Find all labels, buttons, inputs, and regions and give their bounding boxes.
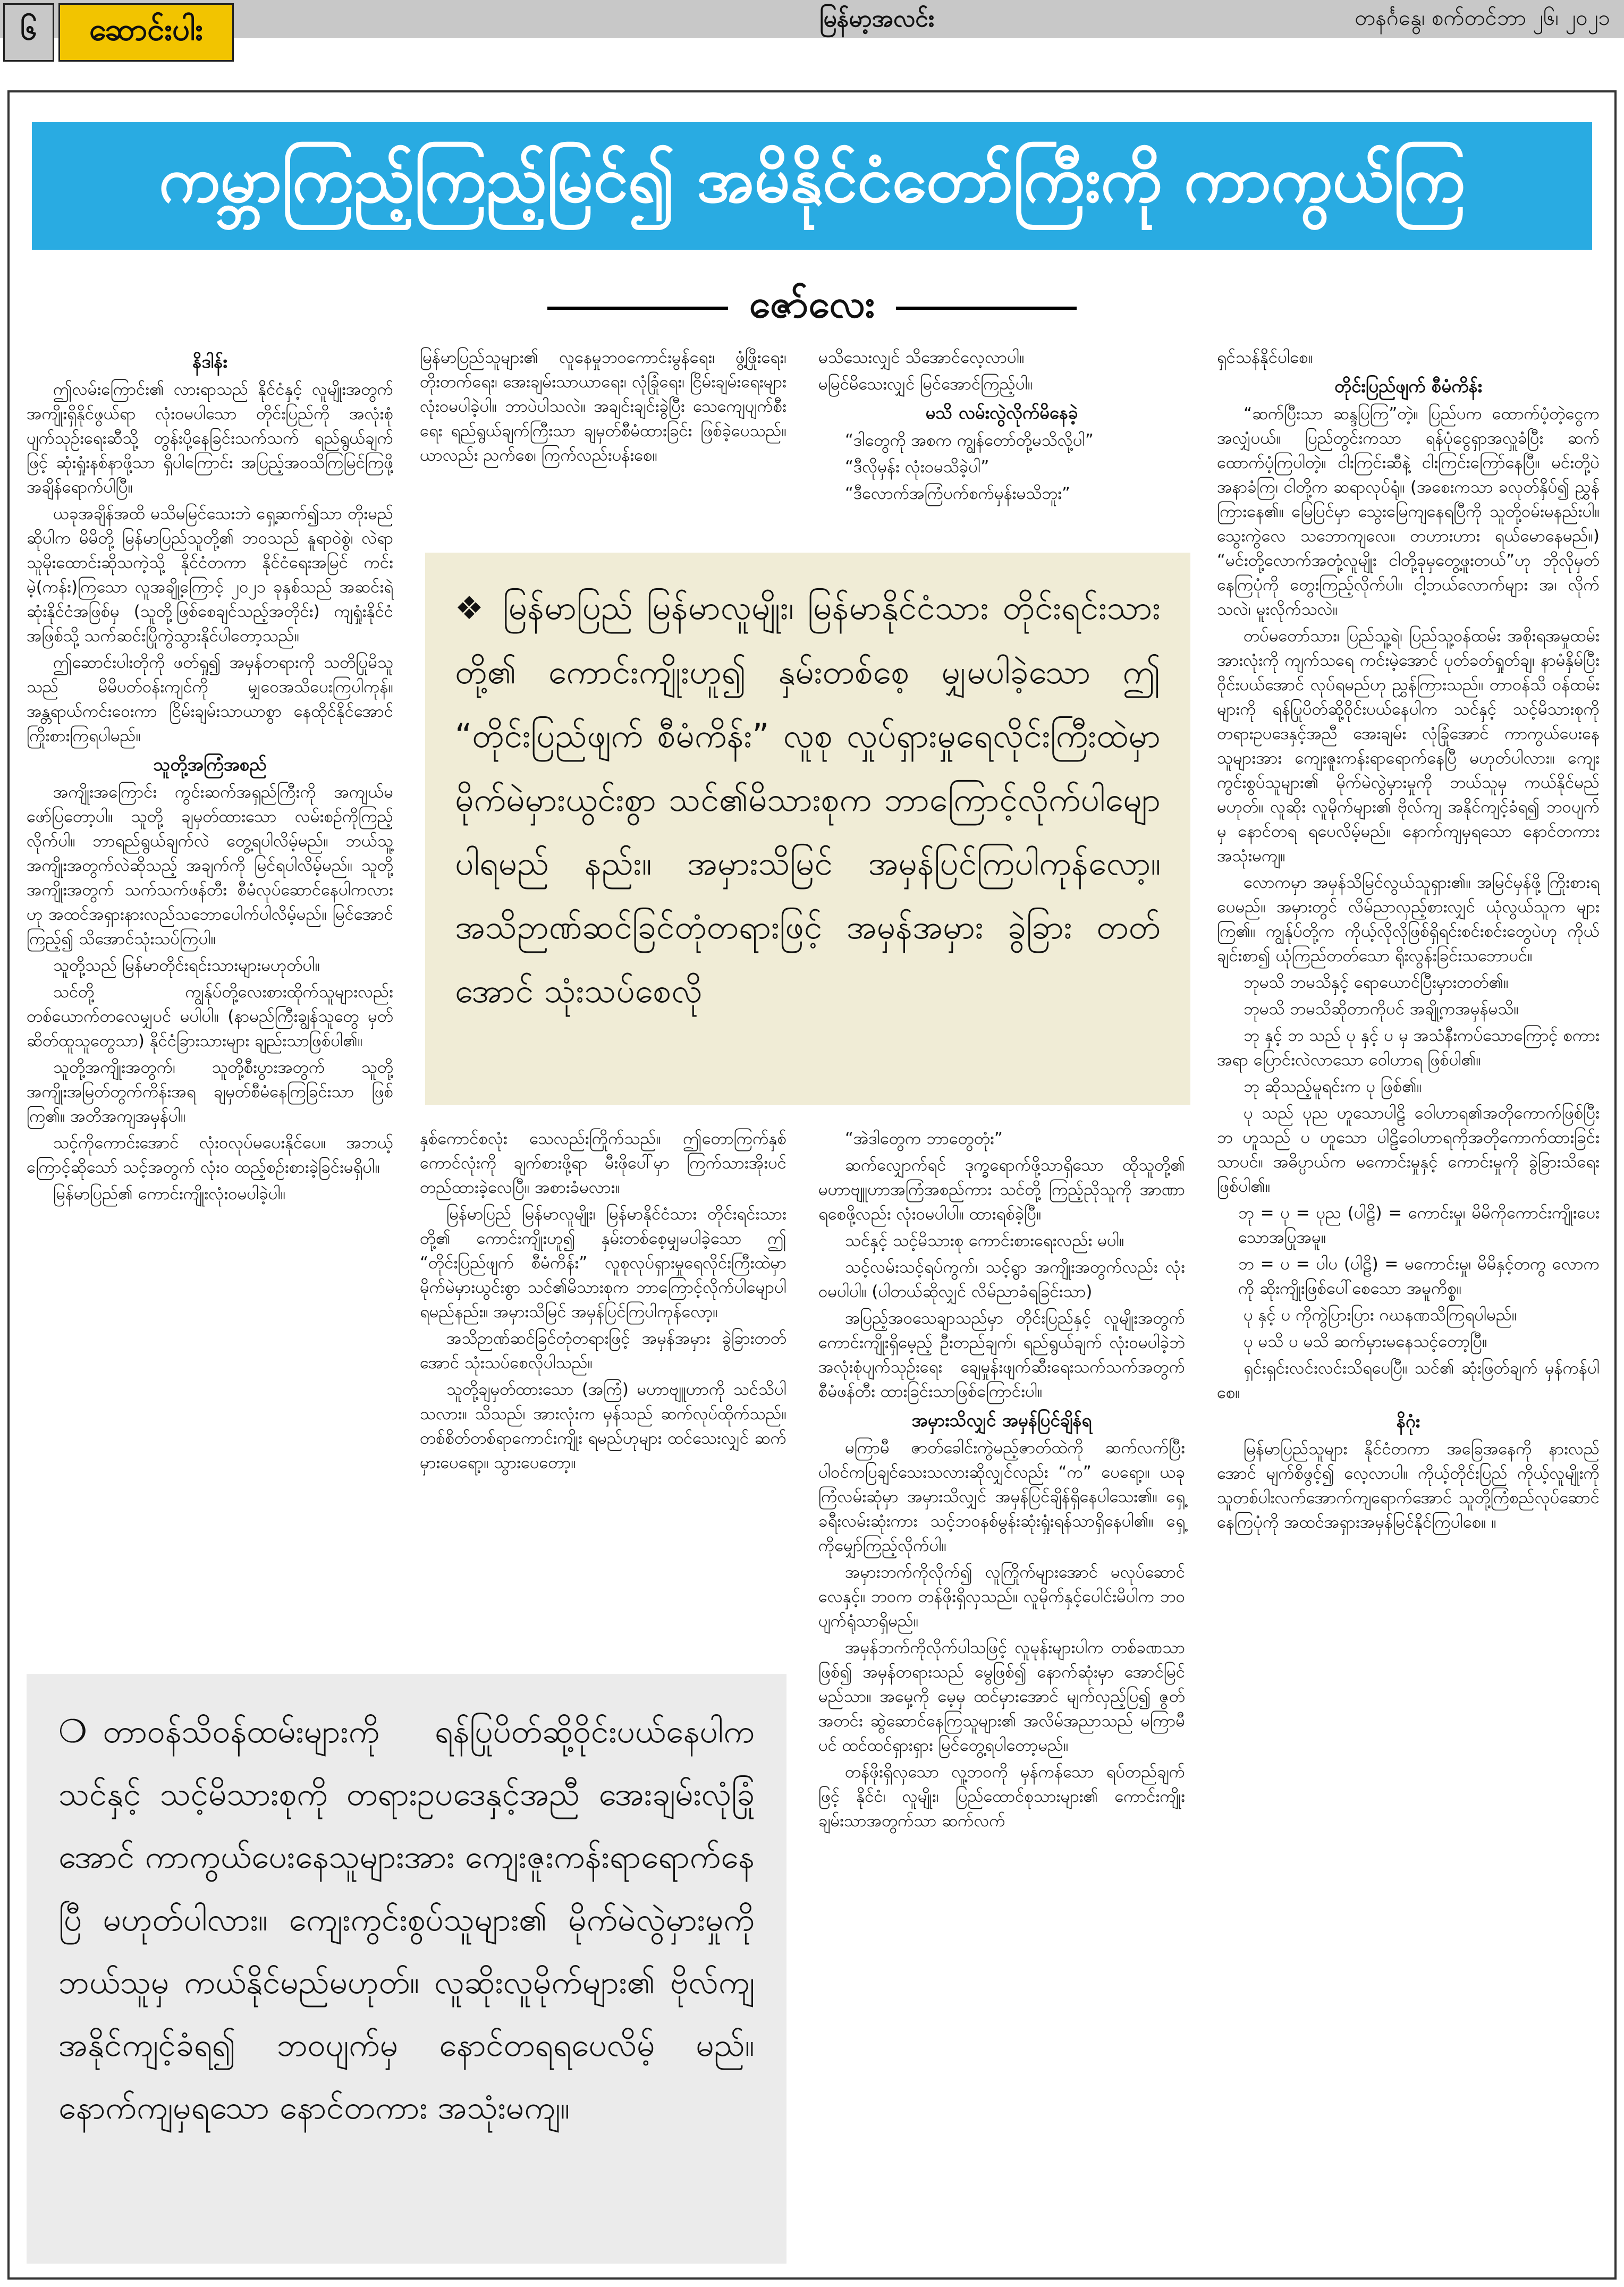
pull-quote-1 [425, 553, 1190, 1105]
paragraph: ပု သည် ပုည ဟူသောပါဠိ ဝေါဟာရ၏အတိုကောက်ဖြစ်ပြီး ဘ ဟူသည် ပ ဟူသော ပါဠိဝေါဟာရကိုအတိုကောက်ထားခြင်းသာပင်။ အဓိပ္ပာယ်က မကောင်းမှုနှင့် ကောင်းမှုကို ခွဲခြားသိရေး ဖြစ်ပါ၏။ [1217, 1104, 1600, 1196]
subheading: နိဒါန်း [192, 351, 227, 372]
headline: ကမ္ဘာကြည့်ကြည့်မြင်၍ အမိနိုင်ငံတော်ကြီးကို ကာကွယ်ကြ [32, 122, 1592, 250]
paragraph: ပု မသိ ပ မသိ ဆက်မှားမနေသင့်တော့ပြီ။ [1244, 1332, 1487, 1351]
paragraph: မကြာမီ ဇာတ်ခေါင်းကွဲမည့်ဇာတ်ထဲကို ဆက်လက်ပြီး ပါဝင်ကပြချင်သေးသလားဆိုလျှင်လည်း “က” ပေရော့။ ယခုကြံလမ်းဆုံမှာ အမှားသိလျှင် အမှန်ပြင်ချိန်ရှိနေပါသေး၏။ ရှေ့ခရီးလမ်းဆုံးကား သင့်ဘဝနစ်မွန်းဆုံးရှုံးရန်သာရှိနေပါ၏။ ရှေ့ကိုမျှော်ကြည့်လိုက်ပါ။ [818, 1438, 1185, 1555]
paragraph: မသိသေးလျှင် သိအောင်လေ့လာပါ။ [818, 348, 1025, 367]
paragraph: ဘု နှင့် ဘ သည် ပု နှင့် ပ မှ အသံနီးကပ်သောကြောင့် စကားအရာ ပြောင်းလဲလာသော ဝေါဟာရ ဖြစ်ပါ၏။ [1217, 1026, 1600, 1070]
paragraph: “ဒါတွေကို အစက ကျွန်တော်တို့မသိလို့ပါ” [845, 431, 1094, 450]
paragraph: သူတို့ချမှတ်ထားသော (အကြံ) မဟာဗျူဟာကို သင်သိပါသလား။ သိသည်၊ အားလုံးက မှန်သည် ဆက်လုပ်ထိုက်သည်။ တစ်စိတ်တစ်ရာကောင်းကျိုး ရမည်ဟုများ ထင်သေးလျှင် ဆက်မှားပေရော့။ သွားပေတော့။ [420, 1380, 786, 1472]
section-label: ဆောင်းပါး [58, 3, 234, 62]
paragraph: “ဆက်ပြီးသာ ဆန္ဒပြကြ”တဲ့။ ပြည်ပက ထောက်ပံ့တဲ့ငွေက အလျှံပယ်။ ပြည်တွင်းကသာ ရန်ပုံငွေရှာအလှူခံပြီး ဆက်ထောက်ပံ့ကြပါတဲ့။ ငါးကြင်းဆီနဲ့ ငါးကြင်းကြော်နေပြီ။ မင်းတို့ပဲ အနာခံကြ၊ ငါတို့က ဆရာလုပ်ရုံ။ (အစေးကသာ ခလုတ်နှိပ်၍ ညွှန်ကြားနေ၏။ မြေပြင်မှာ သွေးမြေကျနေရပြီကို သူတို့ဝမ်းမနည်းပါ။ သွေးကွဲလေ သဘောကျလေ။ တဟားဟား ရယ်မောနေမည်။) “မင်းတို့လောက်အတုံ့လူမျိုး ငါတို့ခုမှတွေ့ဖူးတယ်”ဟု ဘိုလိုမှတ်နေကြပုံကို တွေးကြည့်လိုက်ပါ။ ငါ့ဘယ်လောက်များ အ၊ လိုက်သလဲ၊ မူးလိုက်သလဲ။ [1217, 404, 1600, 619]
paragraph: သူတို့အကျိုးအတွက်၊ သူတို့စီးပွားအတွက် သူတို့အကျိုးအမြတ်တွက်ကိန်းအရ ချမှတ်စီမံနေကြခြင်းသာ ဖြစ်ကြ၏။ အတိအကျအမှန်ပါ။ [27, 1058, 393, 1126]
byline [500, 282, 1124, 335]
diamond-bullet-icon: ❖ [455, 590, 487, 627]
paragraph: မြန်မာပြည်သူများ၏ လူနေမှုဘဝကောင်းမွန်ရေး၊ ဖွံ့ဖြိုးရေး၊ တိုးတက်ရေး၊ အေးချမ်းသာယာရေး၊ လုံခြုံရေး၊ ငြိမ်းချမ်းရေးများလုံးဝမပါခဲ့ပါ။ ဘာပဲပါသလဲ။ အချင်းချင်းခွဲပြီး သေကျေပျက်စီးရေး ရည်ရွယ်ချက်ကြီးသာ ချမှတ်စီမံထားခြင်း ဖြစ်ခဲ့ပေသည်။ ယာလည်း ညက်စေ၊ ကြက်လည်းပန်းစေ။ [420, 348, 786, 465]
column-3-bottom [818, 1126, 1185, 2258]
paragraph: အမှားဘက်ကိုလိုက်၍ လူကြိုက်များအောင် မလုပ်ဆောင်လေနှင့်။ ဘဝက တန်ဖိုးရှိလှသည်။ လူမိုက်နှင့်ပေါင်းမိပါက ဘဝပျက်ရုံသာရှိမည်။ [818, 1563, 1185, 1631]
page-number: ၆ [3, 3, 54, 62]
byline-rule-left [547, 306, 728, 311]
paragraph: ဘုမသိ ဘမသိဆိုတာကိုပင် အချို့ကအမှန်မသိ။ [1244, 999, 1519, 1019]
paragraph: ဆက်လျှောက်ရင် ဒုက္ခရောက်ဖို့သာရှိသော ထိုသူတို့၏ မဟာဗျူဟာအကြံအစည်ကား သင်တို့ ကြည့်ညိုသူကို အာဏာရစေဖို့လည်း လုံးဝမပါပါ။ ထားရစ်ခဲ့ပြီ။ [818, 1156, 1185, 1224]
paragraph: အကျိုးအကြောင်း ကွင်းဆက်အရှည်ကြီးကို အကျယ်မဖော်ပြတော့ပါ။ သူတို့ ချမှတ်ထားသော လမ်းစဉ်ကိုကြည့်လိုက်ပါ။ ဘာရည်ရွယ်ချက်လဲ တွေ့ရပါလိမ့်မည်။ ဘယ်သူ့အကျိုးအတွက်လဲဆိုသည့် အချက်ကို မြင်ရပါလိမ့်မည်။ သူတို့အကျိုးအတွက် သက်သက်ဖန်တီး စီမံလုပ်ဆောင်နေပါကလားဟု အထင်အရှားနားလည်သဘောပေါက်ပါလိမ့်မည်။ မြင်အောင်ကြည့်၍ သိအောင်သုံးသပ်ကြပါ။ [27, 783, 393, 948]
paragraph: သင့်ကိုကောင်းအောင် လုံးဝလုပ်မပေးနိုင်ပေ။ အဘယ့်ကြောင့်ဆိုသော် သင့်အတွက် လုံးဝ ထည့်စဉ်းစားခဲ့ခြင်းမရှိပါ။ [27, 1133, 393, 1177]
paragraph: အမှန်ဘက်ကိုလိုက်ပါသဖြင့် လူမုန်းများပါက တစ်ခဏသာဖြစ်၍ အမှန်တရားသည် မွေဖြစ်၍ နောက်ဆုံးမှာ အောင်မြင်မည်သာ။ အမှေ့ကို မေ့မှ ထင်မှားအောင် မျက်လှည့်ပြ၍ ဇွတ်အတင်း ဆွဲဆောင်နေကြသူများ၏ အလိမ်အညာသည် မကြာမီပင် ထင်ထင်ရှားရှား မြင်တွေ့ရပါတော့မည်။ [818, 1638, 1185, 1755]
paragraph: ဤဆောင်းပါးတိုကို ဖတ်ရှု၍ အမှန်တရားကို သတိပြုမိသူသည် မိမိပတ်ဝန်းကျင်ကို မျှဝေအသိပေးကြပါကုန်။ အန္တရာယ်ကင်းဝေးကာ ငြိမ်းချမ်းသာယာစွာ နေထိုင်နိုင်အောင် ကြိုးစားကြရပါမည်။ [27, 653, 393, 746]
paragraph: သင်တို့ ကျွန်ုပ်တို့လေးစားထိုက်သူများလည်း တစ်ယောက်တလေမျှပင် မပါပါ။ (နာမည်ကြီးချွန်သူတွေ မှတ်ဆိတ်ထူသူတွေသာ) နိုင်ငံခြားသားများ ချည်းသာဖြစ်ပါ၏။ [27, 982, 393, 1051]
paragraph: သင်နှင့် သင့်မိသားစု ကောင်းစားရေးလည်း မပါ။ [845, 1231, 1124, 1250]
paragraph: သင့်လမ်းသင့်ရပ်ကွက်၊ သင့်ရွာ အကျိုးအတွက်လည်း လုံးဝမပါပါ။ (ပါတယ်ဆိုလျှင် လိမ်ညာခံရခြင်းသာ) [818, 1258, 1185, 1301]
subheading: တိုင်းပြည်ဖျက် စီမံကိန်း [1334, 376, 1483, 396]
subheading: မသိ လမ်းလွဲလိုက်မိနေခဲ့ [925, 402, 1078, 423]
paragraph: လောကမှာ အမှန်သိမြင်လွယ်သူရှား၏။ အမြင်မှန်ဖို့ ကြိုးစားရပေမည်။ အမှားတွင် လိမ်ညာလှည့်စားလျှင် ယုံလွယ်သူက များကြ၏။ ကျွန်ုပ်တို့က ကိုယ့်လိုလိုဖြစ်ရှိရင်းစင်းစင်းတွေပဲဟု ကိုယ်ချင်းစာ၍ ယုံကြည်တတ်သော ရိုးလွန်းခြင်းသဘောပင်။ [1217, 873, 1600, 965]
paragraph: သူတို့သည် မြန်မာတိုင်းရင်းသားများမဟုတ်ပါ။ [53, 956, 320, 975]
author: ဇော်လေး [749, 282, 875, 326]
paragraph: ရှင်သန်နိုင်ပါစေ။ [1217, 348, 1313, 367]
paragraph: ယခုအချိန်အထိ မသိမမြင်သေးဘဲ ရှေ့ဆက်၍သာ တိုးမည်ဆိုပါက မိမိတို့ မြန်မာပြည်သူတို့၏ ဘဝသည် နူရာဝဲစွဲ၊ လဲရာသူမိုးထောင်းဆိုသကဲ့သို့ နိုင်ငံတကာ နိုင်ငံရေးအမြင် ကင်းမဲ့(ကန်း)ကြသော လူအချို့ကြောင့် ၂၀၂၁ ခုနှစ်သည် အဆင်းရဲဆုံးနိုင်ငံအဖြစ်မှ (သူတို့ဖြစ်စေချင်သည့်အတိုင်း) ကျရှုံးနိုင်ငံအဖြစ်သို့ သက်ဆင်းပြိုကွဲသွားနိုင်ပါတော့သည်။ [27, 504, 393, 646]
column-3-top [818, 345, 1185, 579]
circle-bullet-icon: ❍ [58, 1713, 87, 1750]
subheading: သူတို့အကြံအစည် [153, 754, 267, 775]
subheading: အမှားသိလျှင် အမှန်ပြင်ချိန်ရ [911, 1410, 1092, 1430]
pull-quote-2 [27, 1674, 786, 2264]
paragraph: ဘု ဆိုသည့်မူရင်းက ပု ဖြစ်၏။ [1244, 1077, 1422, 1096]
paragraph: တပ်မတော်သား၊ ပြည်သူ့ရဲ၊ ပြည်သူ့ဝန်ထမ်း အစိုးရအမှုထမ်းအားလုံးကို ကျက်သရေ ကင်းမဲ့အောင် ပုတ်ခတ်ရှုတ်ချ၊ နာမံနှိမ်ပြီး ဝိုင်းပယ်အောင် လုပ်ရမည်ဟု ညွှန်ကြားသည်။ တာဝန်သိ ဝန်ထမ်းများကို ရန်ပြုပိတ်ဆို့ဝိုင်းပယ်နေပါက သင်နှင့် သင့်မိသားစုကို တရားဥပဒေနှင့်အညီ အေးချမ်း လုံခြုံအောင် ကာကွယ်ပေးနေသူများအား ကျေးဇူးကန်းရာရောက်နေပြီ မဟုတ်ပါလား။ ကျေးကွင်းစွပ်သူများ၏ မိုက်မဲလွဲမှားမှုကို ဘယ်သူမှ ကယ်နိုင်မည်မဟုတ်။ လူဆိုး လူမိုက်များ၏ ဗိုလ်ကျ အနိုင်ကျင့်ခံရ၍ ဘဝပျက်မှ နောင်တရ ရပေလိမ့်မည်။ နောက်ကျမှရသော နောင်တကား အသုံးမကျ။ [1217, 626, 1600, 866]
paragraph: တန်ဖိုးရှိလှသော လူ့ဘဝကို မှန်ကန်သော ရပ်တည်ချက်ဖြင့် နိုင်ငံ၊ လူမျိုး၊ ပြည်ထောင်စုသားများ၏ ကောင်းကျိုးချမ်းသာအတွက်သာ ဆက်လက် [818, 1763, 1185, 1831]
column-2-bottom [420, 1126, 786, 1679]
paragraph: ဤလမ်းကြောင်း၏ လားရာသည် နိုင်ငံနှင့် လူမျိုးအတွက် အကျိုးရှိနိုင်ဖွယ်ရာ လုံးဝမပါသော တိုင်းပြည်ကို အလုံးစုံပျက်သုဉ်းရေးဆီသို့ တွန်းပို့နေခြင်းသက်သက် ရည်ရွယ်ချက်ဖြင့် ဆုံးရှုံးနစ်နာဖို့သာ ရှိပါကြောင်း အပြည့်အဝသိကြမြင်ကြဖို့ အချိန်ရောက်ပါပြီ။ [27, 380, 393, 497]
paragraph: အသိဉာဏ်ဆင်ခြင်တုံတရားဖြင့် အမှန်အမှား ခွဲခြားတတ်အောင် သုံးသပ်စေလိုပါသည်။ [420, 1329, 786, 1373]
newspaper-name: မြန်မာ့အလင်း [819, 5, 934, 32]
paragraph: ရှင်းရှင်းလင်းလင်းသိရပေပြီ။ သင်၏ ဆုံးဖြတ်ချက် မှန်ကန်ပါစေ။ [1217, 1359, 1600, 1402]
pull-quote-1-text: မြန်မာပြည် မြန်မာလူမျိုး၊ မြန်မာနိုင်ငံသား တိုင်းရင်းသားတို့၏ ကောင်းကျိုးဟူ၍ နှမ်းတစ်စေ့ မျှမပါခဲ့သော ဤ “တိုင်းပြည်ဖျက် စီမံကိန်း” လူစု လှုပ်ရှားမှုရေလိုင်းကြီးထဲမှာ မိုက်မဲမှားယွင်းစွာ သင်၏မိသားစုက ဘာကြောင့်လိုက်ပါမျောပါရမည် နည်း။ အမှားသိမြင် အမှန်ပြင်ကြပါကုန်လော့။ အသိဉာဏ်ဆင်ခြင်တုံတရားဖြင့် အမှန်အမှား ခွဲခြား တတ်အောင် သုံးသပ်စေလို [455, 588, 1161, 1010]
column-2-top [420, 345, 786, 579]
subheading: နိဂုံး [1396, 1411, 1420, 1432]
byline-rule-right [896, 306, 1077, 311]
paragraph: “ဒီလောက်အကြံပက်စက်မှန်းမသိဘူး” [845, 484, 1071, 503]
pull-quote-2-text: တာဝန်သိဝန်ထမ်းများကို ရန်ပြုပိတ်ဆို့ဝိုင်းပယ်နေပါက သင်နှင့် သင့်မိသားစုကို တရားဥပဒေနှင့်အညီ အေးချမ်းလုံခြုံအောင် ကာကွယ်ပေးနေသူများအား ကျေးဇူးကန်းရာရောက်နေပြီ မဟုတ်ပါလား။ ကျေးကွင်းစွပ်သူများ၏ မိုက်မဲလွဲမှားမှုကို ဘယ်သူမှ ကယ်နိုင်မည်မဟုတ်။ လူဆိုးလူမိုက်များ၏ ဗိုလ်ကျ အနိုင်ကျင့်ခံရ၍ ဘဝပျက်မှ နောင်တရရပေလိမ့် မည်။ နောက်ကျမှရသော နောင်တကား အသုံးမကျ။ [58, 1713, 755, 2127]
paragraph: မြန်မာပြည်သူများ နိုင်ငံတကာ အခြေအနေကို နားလည်အောင် မျက်စိဖွင့်၍ လေ့လာပါ။ ကိုယ့်တိုင်းပြည် ကိုယ့်လူမျိုးကို သူတစ်ပါးလက်အောက်ကျရောက်အောင် သူတို့ကြံစည်လုပ်ဆောင်နေကြပုံကို အထင်အရှားအမှန်မြင်နိုင်ကြပါစေ။ ။ [1217, 1439, 1600, 1532]
paragraph: အပြည့်အဝသေချာသည်မှာ တိုင်းပြည်နှင့် လူမျိုးအတွက် ကောင်းကျိုးရှိမေ့ည့် ဦးတည်ချက်၊ ရည်ရွယ်ချက် လုံးဝမပါခဲ့ဘဲ အလုံးစုံပျက်သုဉ်းရေး ချေမှုန်းဖျက်ဆီးရေးသက်သက်အတွက် စီမံဖန်တီး ထားခြင်းသာဖြစ်ကြောင်းပါ။ [818, 1309, 1185, 1401]
paragraph: ဘု = ပု = ပုည (ပါဠိ) = ကောင်းမှု၊ မိမိကိုကောင်းကျိုးပေးသောအပြုအမူ။ [1238, 1204, 1600, 1247]
paragraph: မြန်မာပြည် မြန်မာလူမျိုး၊ မြန်မာနိုင်ငံသား တိုင်းရင်းသားတို့၏ ကောင်းကျိုးဟူ၍ နှမ်းတစ်စေ့မျှမပါခဲ့သော ဤ “တိုင်းပြည်ဖျက် စီမံကိန်း” လူစုလုပ်ရှားမှုရေလိုင်းကြီးထဲမှာ မိုက်မဲမှားယွင်းစွာ သင်၏မိသားစုက ဘာကြောင့်လိုက်ပါမျောပါရမည်နည်း။ အမှားသိမြင် အမှန်ပြင်ကြပါကုန်လော့။ [420, 1205, 786, 1322]
column-4 [1217, 345, 1600, 2258]
paragraph: ပု နှင့် ပ ကိုကွဲပြားပြား ဂဃနဏသိကြရပါမည်။ [1244, 1306, 1517, 1325]
paragraph: ဘ = ပ = ပါပ (ပါဠိ) = မကောင်းမှု၊ မိမိနှင့်တကွ လောကကို ဆိုးကျိုးဖြစ်ပေါ်စေသော အမူကိစ္စ။ [1238, 1255, 1600, 1298]
paragraph: “ဒီလိုမှန်း လုံးဝမသိခဲ့ပါ” [845, 458, 989, 477]
paragraph: “အဲဒါတွေက ဘာတွေတုံး” [845, 1129, 1003, 1148]
paragraph: မြန်မာပြည်၏ ကောင်းကျိုးလုံးဝမပါခဲ့ပါ။ [53, 1184, 286, 1204]
issue-date: တနင်္ဂနွေ၊ စက်တင်ဘာ ၂၆၊ ၂၀၂၁ [1355, 6, 1610, 30]
paragraph: ဘုမသိ ဘမသိနှင့် ရောယောင်ပြီးမှားတတ်၏။ [1244, 973, 1509, 992]
column-1 [27, 345, 393, 1653]
paragraph: မမြင်မိသေးလျှင် မြင်အောင်ကြည့်ပါ။ [818, 375, 1033, 394]
paragraph: နှစ်ကောင်စလုံး သေလည်းကြိုက်သည်။ ဤတောကြက်နှစ်ကောင်လုံးကို ချက်စားဖို့ရာ မီးဖိုပေါ်မှာ ကြက်သားအိုးပင် တည်ထားခဲ့လေပြီ။ အစားခံမလား။ [420, 1129, 786, 1197]
